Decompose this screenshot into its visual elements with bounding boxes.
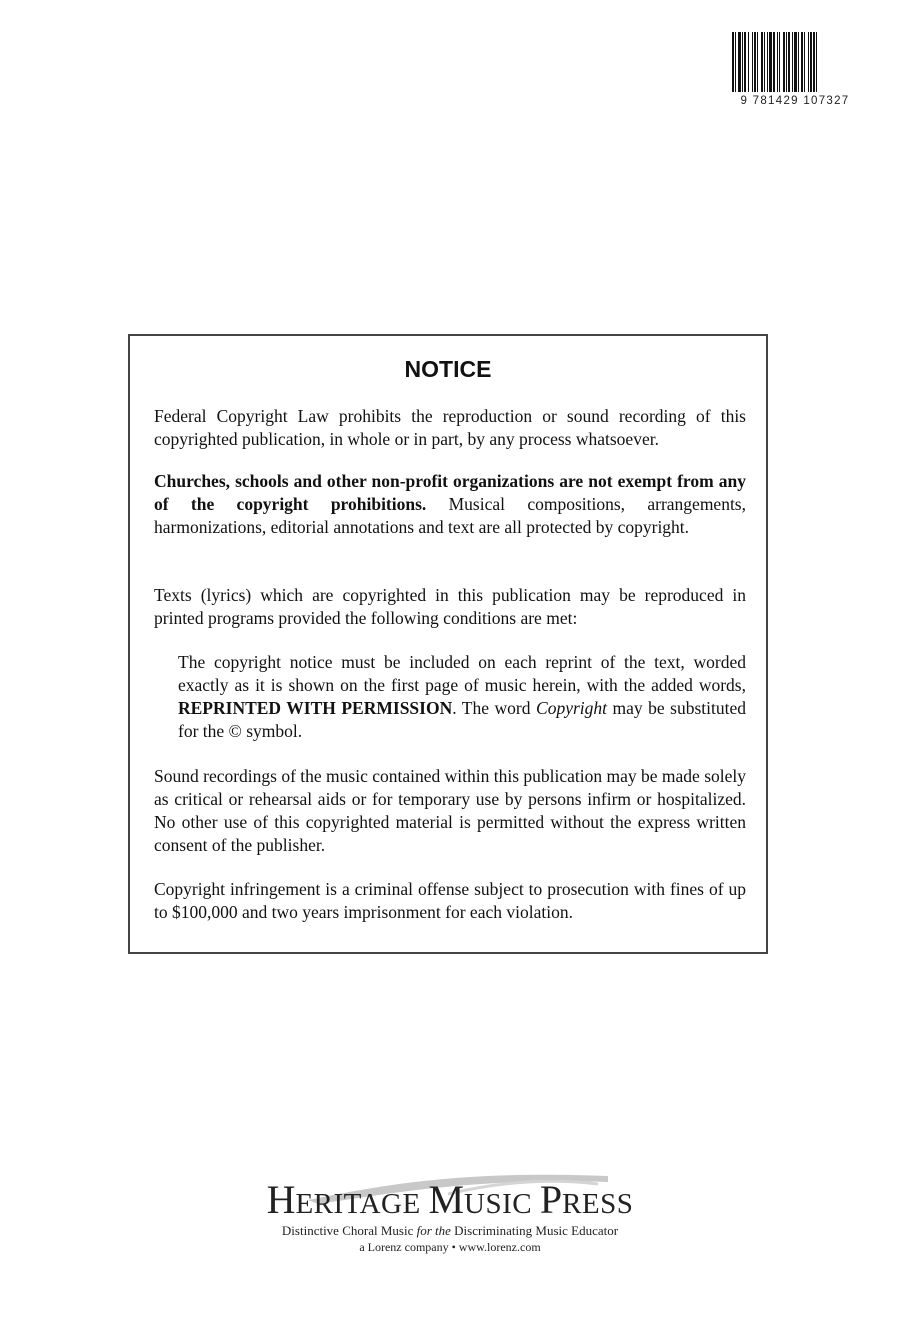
publisher-tagline: Distinctive Choral Music for the Discriminating Music Educator <box>281 1223 619 1238</box>
copyright-word: Copyright <box>536 698 607 718</box>
notice-paragraph-conditions <box>178 651 746 743</box>
barcode-digits: 9 781429 107327 <box>740 95 850 107</box>
notice-paragraph-infringement: Copyright infringement is a criminal offense subject to prosecution with fines of up to $100,000 and two years imprisonment for each violation. <box>154 879 746 922</box>
reprinted-with-permission: REPRINTED WITH PERMISSION <box>178 698 453 718</box>
publisher-company: a Lorenz company • www.lorenz.com <box>359 1240 541 1254</box>
condition-text-b: . The word <box>452 698 537 718</box>
publisher-name: HERITAGE MUSIC PRESS <box>266 1177 634 1222</box>
notice-paragraph-recordings: Sound recordings of the music contained within this publication may be made solely as critical or rehearsal aids or for temporary use by persons infirm or hospitalized. No other use of this copyrighted material is permitted without the express written consent of the publisher. <box>154 766 746 855</box>
isbn-barcode <box>728 32 862 114</box>
condition-text-a: The copyright notice must be included on each reprint of the text, worded exactly as it is shown on the first page of music herein, with the added words, <box>178 652 746 695</box>
exemption-detail: Musical compositions, arrangements, harmonizations, editorial annotations and text are all protected by copyright. <box>154 494 746 537</box>
notice-box <box>128 334 768 954</box>
notice-paragraph-law: Federal Copyright Law prohibits the reproduction or sound recording of this copyrighted publication, in whole or in part, by any process whatsoever. <box>154 406 746 449</box>
exemption-warning: Churches, schools and other non-profit organizations are not exempt from any of the copyright prohibitions. <box>154 471 746 514</box>
notice-title: NOTICE <box>404 356 492 382</box>
condition-text-c: may be substituted for the © symbol. <box>178 698 747 741</box>
barcode-bars <box>732 32 858 92</box>
notice-paragraph-exemptions <box>154 470 746 539</box>
notice-paragraph-texts: Texts (lyrics) which are copyrighted in this publication may be reproduced in printed programs provided the following conditions are met: <box>154 585 746 628</box>
publisher-logo <box>240 1164 660 1264</box>
